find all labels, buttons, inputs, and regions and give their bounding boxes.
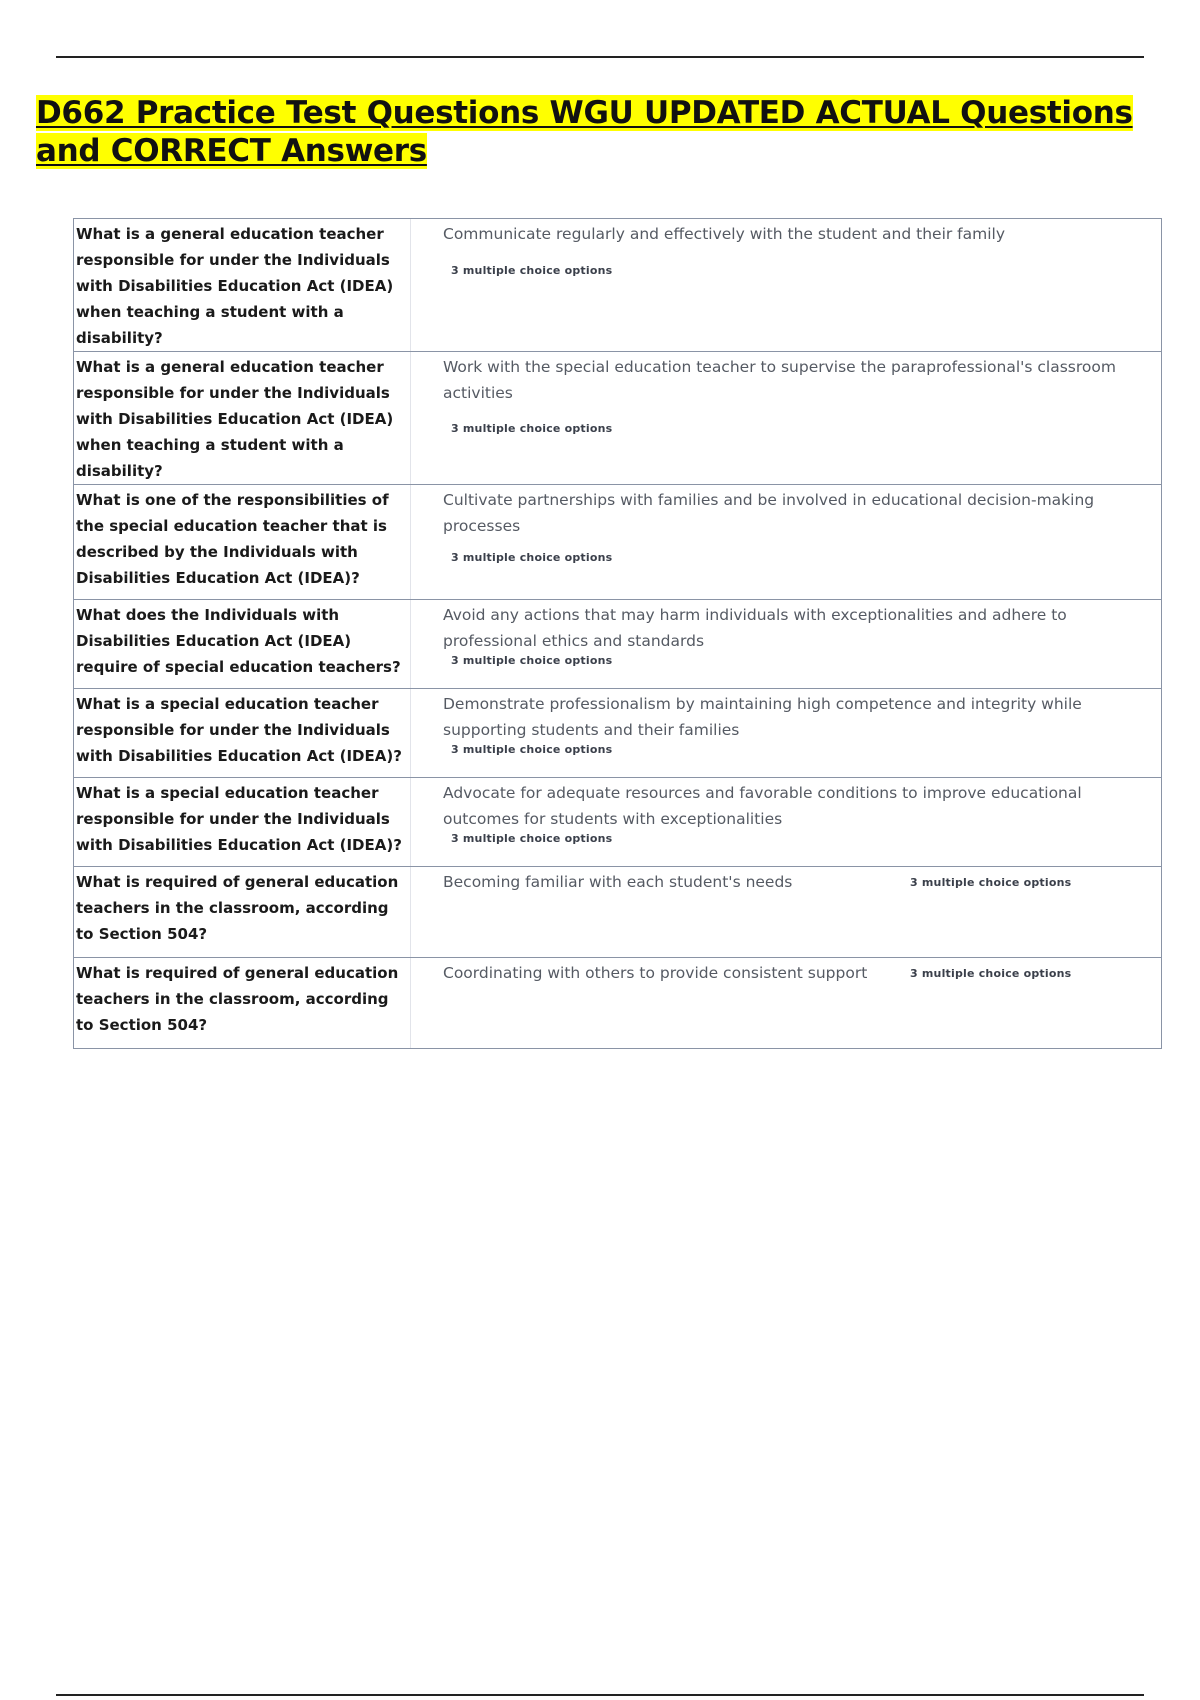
question-cell: What is required of general education teachers in the classroom, according to Section 504? (74, 867, 411, 957)
table-row (74, 866, 1161, 957)
answer-cell (411, 778, 1161, 866)
answer-text: Demonstrate professionalism by maintaining high competence and integrity while supporting students and their families (443, 695, 1082, 739)
options-label: 3 multiple choice options (451, 832, 613, 845)
answer-cell (411, 867, 1161, 957)
document-title (36, 94, 1176, 170)
question-cell: What is required of general education teachers in the classroom, according to Section 504? (74, 958, 411, 1048)
question-cell: What is a general education teacher responsible for under the Individuals with Disabilities Education Act (IDEA) when teaching a student with a disability? (74, 352, 411, 484)
answer-cell (411, 485, 1161, 599)
answer-text: Avoid any actions that may harm individuals with exceptionalities and adhere to professional ethics and standards (443, 606, 1067, 650)
options-label: 3 multiple choice options (910, 876, 1072, 889)
answer-cell (411, 352, 1161, 484)
footer-rule (56, 1694, 1144, 1696)
question-cell: What is a special education teacher responsible for under the Individuals with Disabilities Education Act (IDEA)? (74, 778, 411, 866)
options-label: 3 multiple choice options (451, 551, 613, 564)
table-row (74, 688, 1161, 777)
options-label: 3 multiple choice options (910, 967, 1072, 980)
question-cell: What is one of the responsibilities of the special education teacher that is described by the Individuals with Disabilities Education Act (IDEA)? (74, 485, 411, 599)
answer-text: Advocate for adequate resources and favorable conditions to improve educational outcomes for students with exceptionalities (443, 784, 1082, 828)
table-row (74, 484, 1161, 599)
answer-text: Cultivate partnerships with families and be involved in educational decision-making processes (443, 491, 1095, 535)
table-row (74, 777, 1161, 866)
question-cell: What does the Individuals with Disabilities Education Act (IDEA) require of special education teachers? (74, 600, 411, 688)
options-label: 3 multiple choice options (451, 422, 613, 435)
answer-cell (411, 958, 1161, 1048)
header-rule (56, 56, 1144, 58)
answer-cell (411, 689, 1161, 777)
options-label: 3 multiple choice options (451, 743, 613, 756)
question-cell: What is a special education teacher responsible for under the Individuals with Disabilities Education Act (IDEA)? (74, 689, 411, 777)
answer-text: Coordinating with others to provide consistent support (443, 964, 868, 982)
answer-text: Becoming familiar with each student's needs (443, 873, 793, 891)
answer-text: Communicate regularly and effectively with the student and their family (443, 225, 1006, 243)
options-label: 3 multiple choice options (451, 264, 613, 277)
table-row (74, 957, 1161, 1048)
table-row (74, 219, 1161, 351)
table-row (74, 599, 1161, 688)
qa-table (73, 218, 1162, 1049)
question-cell: What is a general education teacher responsible for under the Individuals with Disabilities Education Act (IDEA) when teaching a student with a disability? (74, 219, 411, 351)
document-title-text: D662 Practice Test Questions WGU UPDATED ACTUAL Questions and CORRECT Answers (36, 95, 1133, 169)
options-label: 3 multiple choice options (451, 654, 613, 667)
table-row (74, 351, 1161, 484)
answer-text: Work with the special education teacher to supervise the paraprofessional's classroom activities (443, 358, 1116, 402)
answer-cell (411, 219, 1161, 351)
answer-cell (411, 600, 1161, 688)
